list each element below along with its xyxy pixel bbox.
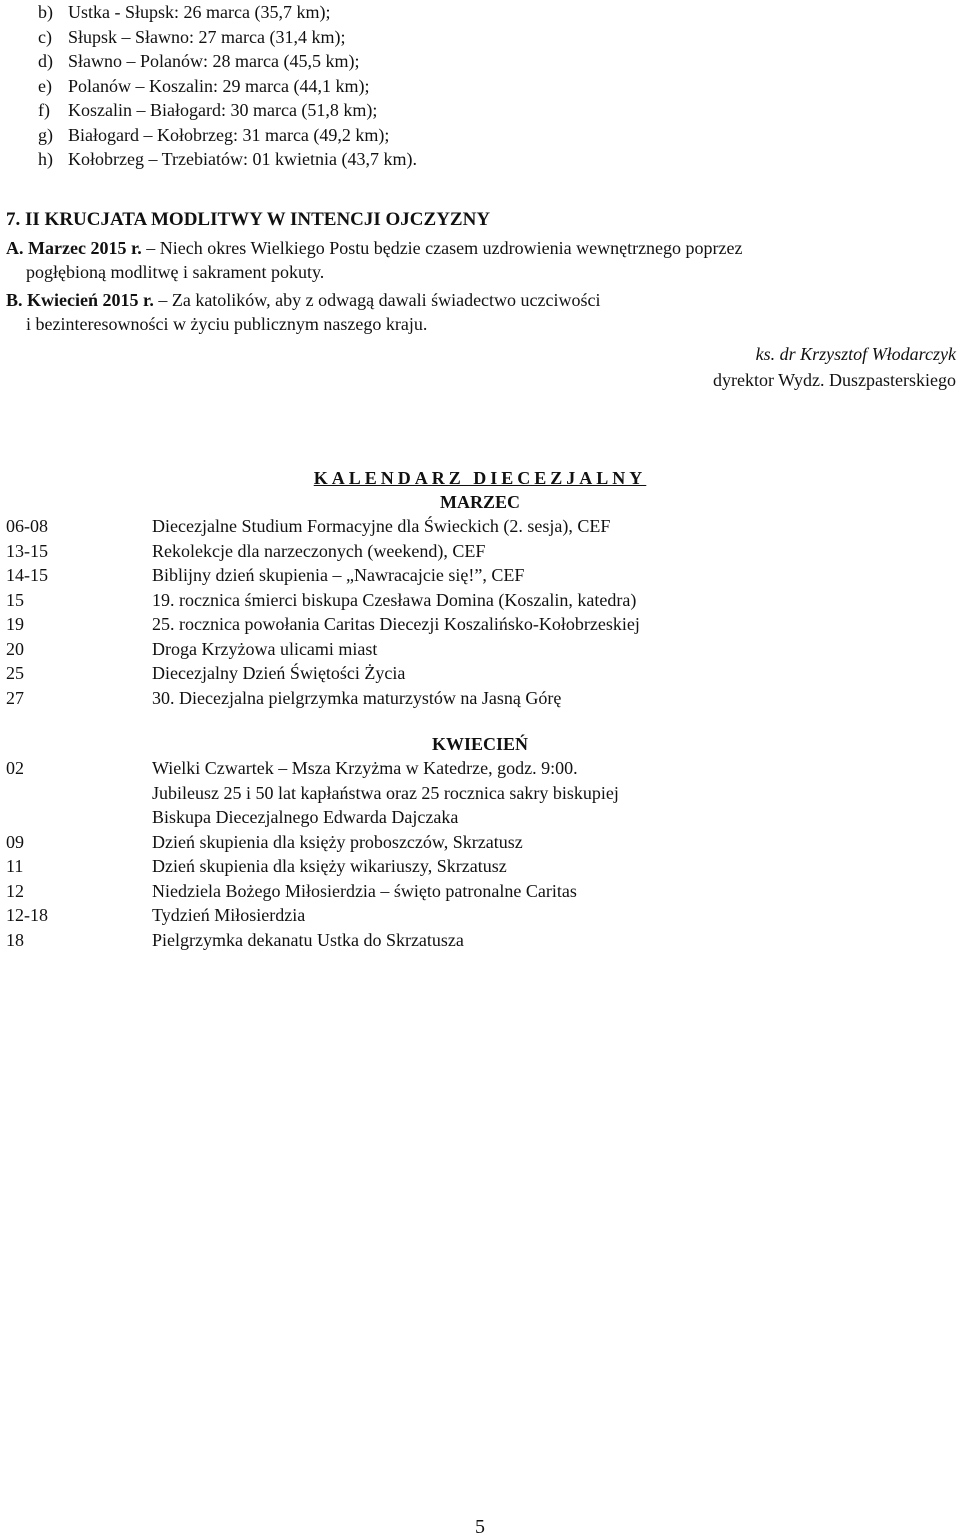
intention-march-label: A. Marzec 2015 r. xyxy=(6,238,142,258)
calendar-row: 14-15 Biblijny dzień skupienia – „Nawracajcie się!”, CEF xyxy=(6,565,525,585)
calendar-row: 15 19. rocznica śmierci biskupa Czesława Domina (Koszalin, katedra) xyxy=(6,589,637,610)
route-item: c) Słupsk – Sławno: 27 marca (31,4 km); xyxy=(38,26,346,47)
calendar-row: 25 Diecezjalny Dzień Świętości Życia xyxy=(6,663,406,683)
calendar-row: 02 Wielki Czwartek – Msza Krzyżma w Katedrze, godz. 9:00. xyxy=(6,758,578,778)
month-april-heading: KWIECIEŃ xyxy=(431,734,529,754)
route-list xyxy=(38,0,938,172)
calendar-row: 19 25. rocznica powołania Caritas Diecezji Koszalińsko-Kołobrzeskiej xyxy=(6,614,640,634)
calendar-row: 09 Dzień skupienia dla księży proboszczów, Skrzatusz xyxy=(6,831,523,852)
intention-march-text-cont: pogłębioną modlitwę i sakrament pokuty. xyxy=(26,262,325,282)
signature-name: ks. dr Krzysztof Włodarczyk xyxy=(755,344,956,364)
calendar-row: 13-15 Rekolekcje dla narzeczonych (weekend), CEF xyxy=(6,540,486,561)
calendar-row: 18 Pielgrzymka dekanatu Ustka do Skrzatusza xyxy=(6,929,464,950)
route-item: b) Ustka - Słupsk: 26 marca (35,7 km); xyxy=(38,2,331,22)
calendar-row: 11 Dzień skupienia dla księży wikariuszy, Skrzatusz xyxy=(6,856,507,876)
route-item: d) Sławno – Polanów: 28 marca (45,5 km); xyxy=(38,51,360,71)
calendar-row-continuation: Biskupa Diecezjalnego Edwarda Dajczaka xyxy=(152,807,459,827)
calendar-title: KALENDARZ DIECEZJALNY xyxy=(313,468,647,488)
intention-march-text: – Niech okres Wielkiego Postu będzie czasem uzdrowienia wewnętrznego poprzez xyxy=(146,238,743,258)
route-item: f) Koszalin – Białogard: 30 marca (51,8 km); xyxy=(38,100,378,120)
intention-march xyxy=(6,236,956,284)
signature-title: dyrektor Wydz. Duszpasterskiego xyxy=(712,370,956,390)
calendar-row: 12-18 Tydzień Miłosierdzia xyxy=(6,905,306,925)
month-march-heading: MARZEC xyxy=(440,492,520,512)
calendar-row: 06-08 Diecezjalne Studium Formacyjne dla Świeckich (2. sesja), CEF xyxy=(6,516,611,536)
intention-april xyxy=(6,288,956,336)
intention-april-label: B. Kwiecień 2015 r. xyxy=(6,290,154,310)
intention-april-text: – Za katolików, aby z odwagą dawali świadectwo uczciwości xyxy=(158,290,601,310)
route-item: g) Białogard – Kołobrzeg: 31 marca (49,2 km); xyxy=(38,124,390,145)
section-7-heading: 7. II KRUCJATA MODLITWY W INTENCJI OJCZYZNY xyxy=(6,209,491,230)
route-item: e) Polanów – Koszalin: 29 marca (44,1 km); xyxy=(38,75,370,96)
calendar-row: 20 Droga Krzyżowa ulicami miast xyxy=(6,638,378,659)
calendar-march-list xyxy=(6,514,946,710)
calendar-row-continuation: Jubileusz 25 i 50 lat kapłaństwa oraz 25 rocznica sakry biskupiej xyxy=(152,782,619,803)
calendar-row: 12 Niedziela Bożego Miłosierdzia – święto patronalne Caritas xyxy=(6,880,577,901)
page-number: 5 xyxy=(475,1516,485,1538)
calendar-april-list xyxy=(6,756,946,952)
route-item: h) Kołobrzeg – Trzebiatów: 01 kwietnia (43,7 km). xyxy=(38,149,417,169)
intention-april-text-cont: i bezinteresowności w życiu publicznym naszego kraju. xyxy=(26,314,428,334)
calendar-row: 27 30. Diecezjalna pielgrzymka maturzystów na Jasną Górę xyxy=(6,687,562,708)
